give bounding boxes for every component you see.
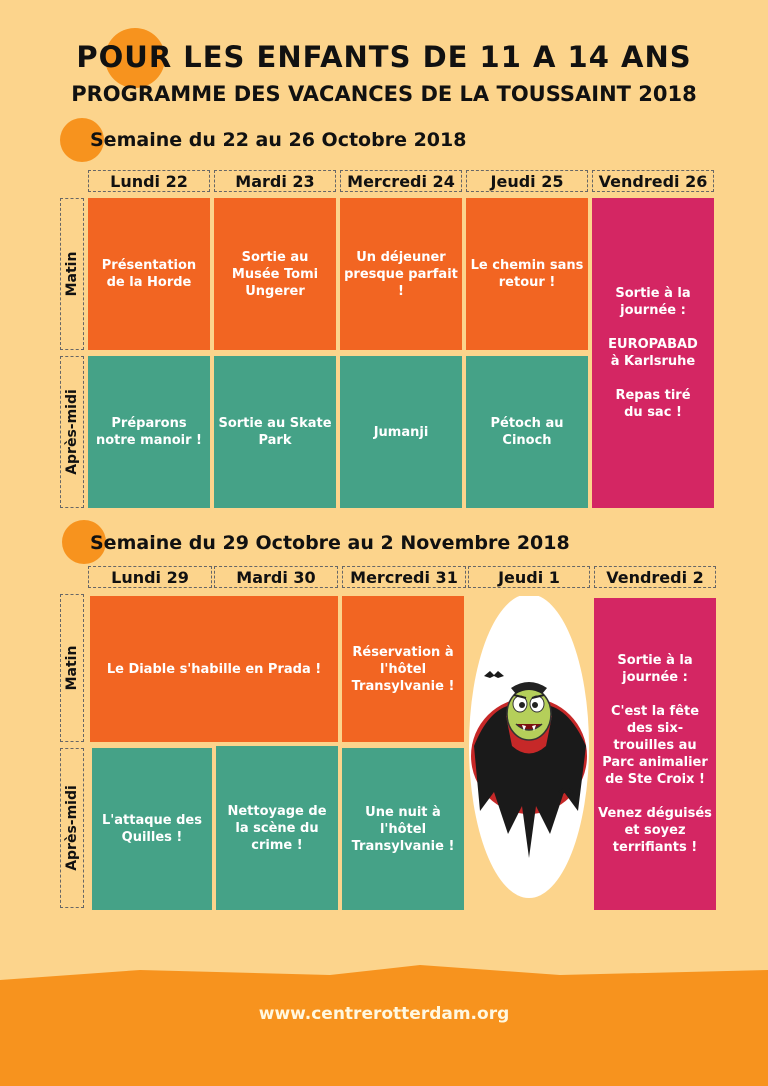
side-label-text: Après-midi	[64, 785, 80, 871]
activity-cell: L'attaque des Quilles !	[92, 748, 212, 910]
day-header: Mardi 23	[214, 170, 336, 192]
activity-cell: Réservation à l'hôtel Transylvanie !	[342, 596, 464, 742]
day-header: Lundi 22	[88, 170, 210, 192]
activity-cell: Sortie au Musée Tomi Ungerer	[214, 198, 336, 350]
vampire-illustration	[466, 596, 592, 912]
day-header: Mardi 30	[214, 566, 338, 588]
friday-activity-cell: Sortie à la journée : EUROPABAD à Karlsruhe Repas tiré du sac !	[592, 198, 714, 508]
activity-cell: Jumanji	[340, 356, 462, 508]
side-label-apres-midi	[60, 356, 84, 508]
activity-cell: Sortie au Skate Park	[214, 356, 336, 508]
footer-url: www.centrerotterdam.org	[258, 1004, 510, 1024]
day-header: Mercredi 24	[340, 170, 462, 192]
side-label-text: Matin	[64, 645, 80, 691]
day-header: Mercredi 31	[342, 566, 466, 588]
friday-activity-cell: Sortie à la journée : C'est la fête des six-trouilles au Parc animalier de Ste Croix ! Venez déguisés et soyez terrifiants !	[594, 598, 716, 910]
side-label-text: Après-midi	[64, 389, 80, 475]
page-subtitle: PROGRAMME DES VACANCES DE LA TOUSSAINT 2018	[71, 82, 697, 106]
activity-cell: Nettoyage de la scène du crime !	[216, 746, 338, 910]
day-header: Lundi 29	[88, 566, 212, 588]
page-title: POUR LES ENFANTS DE 11 A 14 ANS	[76, 40, 692, 74]
activity-cell: Pétoch au Cinoch	[466, 356, 588, 508]
side-label-apres-midi	[60, 748, 84, 908]
week1-title: Semaine du 22 au 26 Octobre 2018	[90, 129, 467, 151]
activity-cell: Préparons notre manoir !	[88, 356, 210, 508]
week2-title: Semaine du 29 Octobre au 2 Novembre 2018	[90, 532, 570, 554]
activity-cell: Présentation de la Horde	[88, 198, 210, 350]
activity-cell: Le chemin sans retour !	[466, 198, 588, 350]
side-label-matin	[60, 198, 84, 350]
day-header: Jeudi 25	[466, 170, 588, 192]
activity-cell: Une nuit à l'hôtel Transylvanie !	[342, 748, 464, 910]
side-label-text: Matin	[64, 251, 80, 297]
day-header: Jeudi 1	[468, 566, 590, 588]
activity-cell: Le Diable s'habille en Prada !	[90, 596, 338, 742]
side-label-matin	[60, 594, 84, 742]
activity-cell: Un déjeuner presque parfait !	[340, 198, 462, 350]
day-header: Vendredi 2	[594, 566, 716, 588]
day-header: Vendredi 26	[592, 170, 714, 192]
